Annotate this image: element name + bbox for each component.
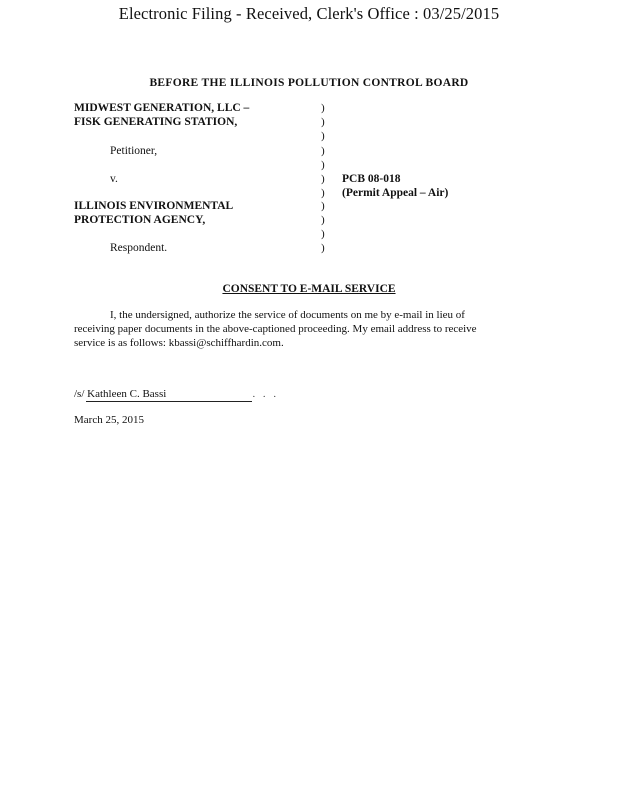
consent-text-line1: I, the undersigned, authorize the service of documents on me by e-mail in lieu of	[110, 309, 465, 321]
caption-paren: )	[321, 173, 325, 185]
signature-block	[74, 388, 166, 400]
petitioner-name-line2: FISK GENERATING STATION,	[74, 116, 238, 128]
versus: v.	[110, 173, 118, 185]
case-number: PCB 08-018	[342, 173, 401, 185]
caption-paren: )	[321, 116, 325, 128]
signature-prefix: /s/	[74, 388, 85, 400]
filing-stamp: Electronic Filing - Received, Clerk's Office : 03/25/2015	[118, 4, 500, 23]
caption-paren: )	[321, 228, 325, 240]
caption-paren: )	[321, 242, 325, 254]
consent-title: CONSENT TO E-MAIL SERVICE	[222, 283, 396, 295]
case-type: (Permit Appeal – Air)	[342, 187, 449, 199]
caption-paren: )	[321, 159, 325, 171]
caption-paren: )	[321, 145, 325, 157]
caption-paren: )	[321, 200, 325, 212]
caption-paren: )	[321, 102, 325, 114]
respondent-name-line2: PROTECTION AGENCY,	[74, 214, 206, 226]
respondent-role: Respondent.	[110, 242, 168, 254]
signature-rule	[86, 401, 252, 402]
petitioner-role: Petitioner,	[110, 145, 158, 157]
consent-text-line3: service is as follows: kbassi@schiffhardin.com.	[74, 337, 284, 349]
respondent-name-line1: ILLINOIS ENVIRONMENTAL	[74, 200, 234, 212]
petitioner-name-line1: MIDWEST GENERATION, LLC –	[74, 102, 250, 114]
signature-rule-dots: · · ·	[252, 391, 279, 403]
caption-paren: )	[321, 187, 325, 199]
signature-name: Kathleen C. Bassi	[87, 388, 167, 400]
board-title: BEFORE THE ILLINOIS POLLUTION CONTROL BOARD	[149, 77, 469, 89]
caption-paren: )	[321, 214, 325, 226]
caption-paren: )	[321, 130, 325, 142]
consent-text-line2: receiving paper documents in the above-captioned proceeding. My email address to receive	[74, 323, 477, 335]
signature-date: March 25, 2015	[74, 414, 144, 426]
